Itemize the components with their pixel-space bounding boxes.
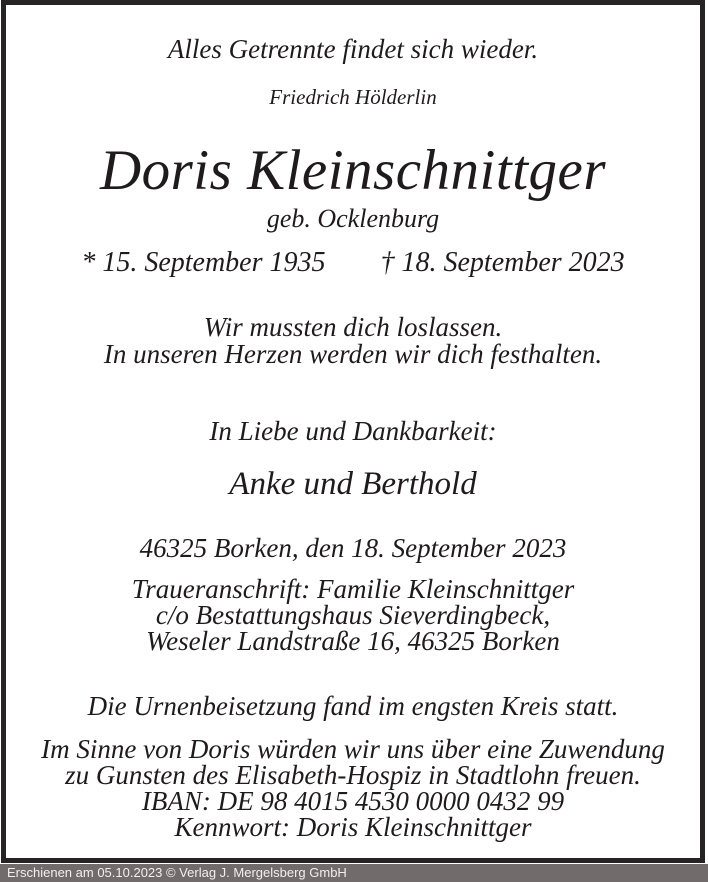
publication-footer: Erschienen am 05.10.2023 © Verlag J. Mergelsberg GmbH xyxy=(0,864,708,882)
burial-note: Die Urnenbeisetzung fand im engsten Kreis statt. xyxy=(87,691,619,721)
donation-keyword: Kennwort: Doris Kleinschnittger xyxy=(174,812,532,842)
donation-request xyxy=(6,736,700,840)
birth-date: * 15. September 1935 xyxy=(81,247,326,278)
life-dates xyxy=(6,246,700,280)
farewell-line-1: Wir mussten dich loslassen. xyxy=(203,312,503,342)
mourners-intro: In Liebe und Dankbarkeit: xyxy=(209,416,497,446)
epigraph-quote: Alles Getrennte findet sich wieder. xyxy=(167,34,539,64)
donation-iban: IBAN: DE 98 4015 4530 0000 0432 99 xyxy=(141,786,565,816)
place-dateline: 46325 Borken, den 18. September 2023 xyxy=(139,533,567,563)
condolence-address-line-3: Weseler Landstraße 16, 46325 Borken xyxy=(146,626,560,656)
epigraph-author: Friedrich Hölderlin xyxy=(269,85,437,109)
condolence-address-line-2: c/o Bestattungshaus Sieverdingbeck, xyxy=(155,600,551,630)
donation-line-1: Im Sinne von Doris würden wir uns über eine Zuwendung xyxy=(41,734,665,764)
condolence-address-line-1: Traueranschrift: Familie Kleinschnittger xyxy=(131,574,575,604)
maiden-name: geb. Ocklenburg xyxy=(266,204,440,233)
farewell-line-2: In unseren Herzen werden wir dich festhalten. xyxy=(103,339,603,369)
donation-line-2: zu Gunsten des Elisabeth-Hospiz in Stadtlohn freuen. xyxy=(65,760,641,790)
condolence-address xyxy=(6,576,700,654)
death-date: † 18. September 2023 xyxy=(380,247,625,278)
obituary-notice xyxy=(1,0,705,863)
mourners-names: Anke und Berthold xyxy=(229,466,477,502)
farewell-verse xyxy=(6,314,700,368)
deceased-name: Doris Kleinschnittger xyxy=(99,139,607,202)
